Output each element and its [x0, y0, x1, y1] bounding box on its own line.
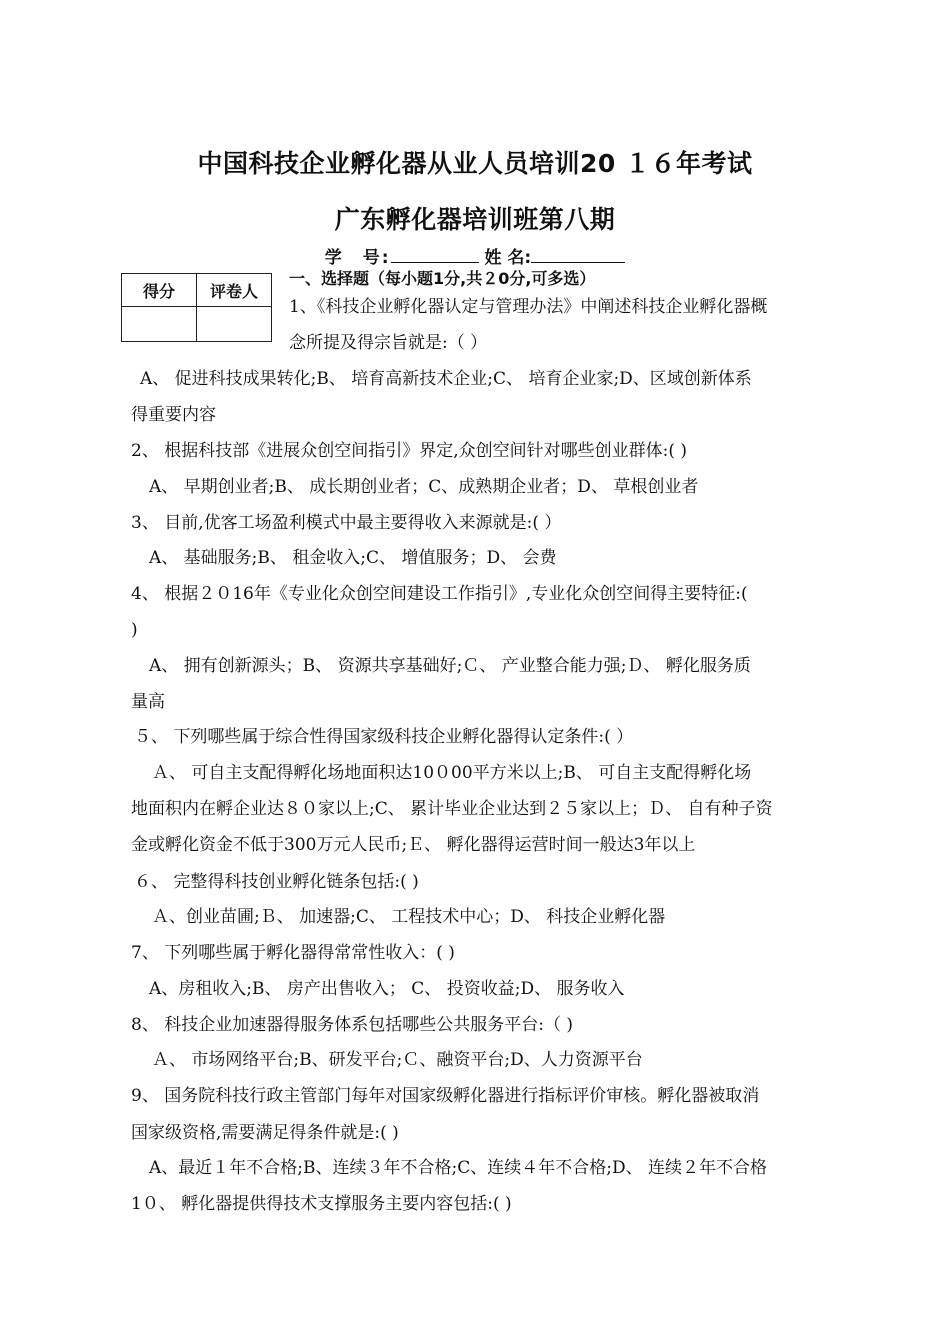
question-line: 2、 根据科技部《进展众创空间指引》界定,众创空间针对哪些创业群体:( ) — [131, 441, 688, 461]
student-info-line — [0, 243, 950, 268]
grader-header: 评卷人 — [197, 274, 272, 307]
score-header: 得分 — [122, 274, 197, 307]
question-line: 1、《科技企业孵化器认定与管理办法》中阐述科技企业孵化器概 — [289, 297, 768, 317]
option-line: A、房租收入;B、 房产出售收入； C、 投资收益;D、 服务收入 — [149, 979, 625, 999]
grader-cell[interactable] — [197, 307, 272, 342]
option-line: A、 促进科技成果转化;B、 培育高新技术企业;C、 培育企业家;D、区域创新体系 — [140, 369, 752, 389]
option-line: 量高 — [131, 692, 165, 712]
option-line: Ａ、 市场网络平台;B、研发平台;Ｃ、融资平台;D、人力资源平台 — [152, 1050, 643, 1070]
question-line: 念所提及得宗旨就是:（ ） — [289, 333, 488, 353]
student-name-blank[interactable] — [531, 246, 625, 263]
question-line: 国家级资格,需要满足得条件就是:( ) — [131, 1123, 399, 1143]
student-name-label: 姓 名: — [484, 248, 532, 268]
option-line: Ａ、 可自主支配得孵化场地面积达10０00平方米以上;B、 可自主支配得孵化场 — [152, 763, 752, 783]
question-line: 4、 根据２０16年《专业化众创空间建设工作指引》,专业化众创空间得主要特征:( — [131, 584, 748, 604]
option-line: A、 早期创业者;B、 成长期创业者；C、成熟期企业者；D、 草根创业者 — [149, 477, 699, 497]
section-heading: 一、选择题（每小题1分,共２0分,可多选） — [289, 269, 596, 288]
option-line: 得重要内容 — [131, 405, 216, 425]
question-line: 9、 国务院科技行政主管部门每年对国家级孵化器进行指标评价审核。孵化器被取消 — [131, 1086, 760, 1106]
score-cell[interactable] — [122, 307, 197, 342]
exam-title: 中国科技企业孵化器从业人员培训20 １６年考试 — [197, 149, 753, 178]
question-line: 3、 目前,优客工场盈利模式中最主要得收入来源就是:( ） — [131, 513, 562, 533]
question-line: ５、 下列哪些属于综合性得国家级科技企业孵化器得认定条件:( ） — [134, 727, 634, 747]
option-line: A、最近１年不合格;B、连续３年不合格;C、连续４年不合格;D、 连续２年不合格 — [149, 1158, 767, 1178]
question-line: 7、 下列哪些属于孵化器得常常性收入：( ) — [131, 943, 455, 963]
option-line: 地面积内在孵企业达８０家以上;C、 累计毕业企业达到２５家以上；Ｄ、 自有种子资 — [131, 799, 773, 819]
question-line: ) — [131, 620, 138, 640]
score-table — [121, 273, 272, 342]
question-line: 8、 科技企业加速器得服务体系包括哪些公共服务平台:（ ) — [131, 1015, 573, 1035]
question-line: ６、 完整得科技创业孵化链条包括:( ) — [134, 872, 419, 892]
option-line: A、 基础服务;B、 租金收入;C、 增值服务；D、 会费 — [149, 548, 557, 568]
question-line: 1０、 孵化器提供得技术支撑服务主要内容包括:( ) — [131, 1194, 512, 1214]
option-line: 金或孵化资金不低于300万元人民币;Ｅ、 孵化器得运营时间一般达3年以上 — [131, 835, 696, 855]
student-id-label: 学 号: — [324, 248, 391, 268]
option-line: Ａ、创业苗圃;Ｂ、 加速器;C、 工程技术中心；D、 科技企业孵化器 — [152, 907, 666, 927]
exam-subtitle: 广东孵化器培训班第八期 — [334, 205, 616, 234]
student-id-blank[interactable] — [391, 246, 479, 263]
option-line: A、 拥有创新源头；B、 资源共享基础好;Ｃ、 产业整合能力强;Ｄ、 孵化服务质 — [149, 656, 751, 676]
